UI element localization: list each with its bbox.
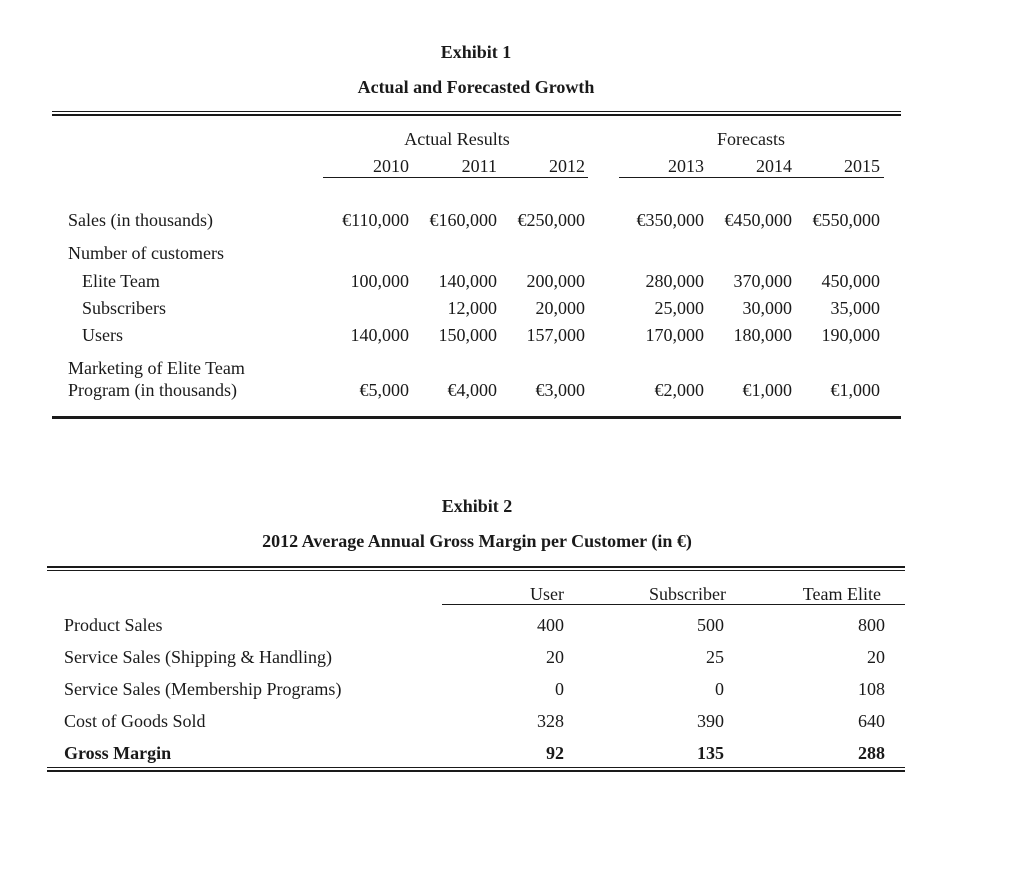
cell-value: 135	[697, 743, 724, 763]
cell-value: 108	[858, 679, 885, 699]
cell-value: 25	[706, 647, 724, 667]
row-label-marketing-line1: Marketing of Elite Team	[68, 358, 245, 378]
cell-value: 0	[715, 679, 724, 699]
exhibit1-bottom-rule	[52, 416, 901, 419]
cell-value: 450,000	[821, 271, 880, 291]
cell-value: €2,000	[654, 380, 704, 400]
cell-value: 180,000	[733, 325, 792, 345]
column-header-subscriber: Subscriber	[649, 584, 726, 604]
cell-value: €1,000	[830, 380, 880, 400]
year-header: 2010	[373, 156, 409, 176]
cell-value: 30,000	[742, 298, 792, 318]
cell-value: €1,000	[742, 380, 792, 400]
cell-value: 288	[858, 743, 885, 763]
cell-value: 190,000	[821, 325, 880, 345]
year-header: 2015	[844, 156, 880, 176]
actual-results-rule	[323, 177, 588, 178]
year-header: 2013	[668, 156, 704, 176]
cell-value: 390	[697, 711, 724, 731]
forecasts-header: Forecasts	[717, 129, 785, 149]
cell-value: 20	[867, 647, 885, 667]
row-label-customers: Number of customers	[68, 243, 224, 263]
cell-value: 12,000	[447, 298, 497, 318]
cell-value: €5,000	[359, 380, 409, 400]
cell-value: 100,000	[350, 271, 409, 291]
cell-value: €110,000	[342, 210, 409, 230]
cell-value: 35,000	[830, 298, 880, 318]
row-label-elite-team: Elite Team	[82, 271, 160, 291]
cell-value: €3,000	[535, 380, 585, 400]
year-header: 2011	[461, 156, 497, 176]
exhibit2-top-rule-thin	[47, 570, 905, 571]
year-header: 2014	[756, 156, 792, 176]
cell-value: 0	[555, 679, 564, 699]
cell-value: 280,000	[645, 271, 704, 291]
exhibit1-title: Exhibit 1	[440, 42, 512, 62]
actual-results-header: Actual Results	[404, 129, 510, 149]
cell-value: 20	[546, 647, 564, 667]
column-header-team-elite: Team Elite	[802, 584, 881, 604]
cell-value: 140,000	[438, 271, 497, 291]
row-label-membership: Service Sales (Membership Programs)	[64, 679, 342, 699]
cell-value: 157,000	[526, 325, 585, 345]
cell-value: 25,000	[654, 298, 704, 318]
year-header: 2012	[549, 156, 585, 176]
cell-value: €550,000	[812, 210, 880, 230]
cell-value: 20,000	[535, 298, 585, 318]
exhibit2-title: Exhibit 2	[441, 496, 513, 516]
row-label-product-sales: Product Sales	[64, 615, 163, 635]
exhibit1-top-rule-thick	[52, 114, 901, 116]
cell-value: 92	[546, 743, 564, 763]
row-label-shipping: Service Sales (Shipping & Handling)	[64, 647, 332, 667]
cell-value: 800	[858, 615, 885, 635]
cell-value: 150,000	[438, 325, 497, 345]
cell-value: €4,000	[447, 380, 497, 400]
cell-value: 328	[537, 711, 564, 731]
exhibit1-top-rule-thin	[52, 111, 901, 112]
row-label-users: Users	[82, 325, 123, 345]
exhibit2-subtitle: 2012 Average Annual Gross Margin per Customer (in €)	[262, 531, 692, 551]
column-header-user: User	[530, 584, 564, 604]
row-label-sales: Sales (in thousands)	[68, 210, 213, 230]
cell-value: €450,000	[724, 210, 792, 230]
cell-value: 500	[697, 615, 724, 635]
cell-value: 170,000	[645, 325, 704, 345]
forecasts-rule	[619, 177, 884, 178]
exhibit2-bottom-rule-thin	[47, 767, 905, 768]
row-label-cogs: Cost of Goods Sold	[64, 711, 206, 731]
exhibit2-top-rule-thick	[47, 566, 905, 568]
cell-value: 400	[537, 615, 564, 635]
row-label-subscribers: Subscribers	[82, 298, 166, 318]
cell-value: €350,000	[636, 210, 704, 230]
cell-value: 370,000	[733, 271, 792, 291]
row-label-gross-margin: Gross Margin	[64, 743, 172, 763]
exhibit1-subtitle: Actual and Forecasted Growth	[357, 77, 595, 97]
cell-value: 200,000	[526, 271, 585, 291]
column-header-rule	[442, 604, 905, 605]
row-label-marketing-line2: Program (in thousands)	[68, 380, 237, 400]
cell-value: €160,000	[429, 210, 497, 230]
cell-value: 140,000	[350, 325, 409, 345]
cell-value: €250,000	[517, 210, 585, 230]
cell-value: 640	[858, 711, 885, 731]
exhibit2-bottom-rule-thick	[47, 770, 905, 772]
